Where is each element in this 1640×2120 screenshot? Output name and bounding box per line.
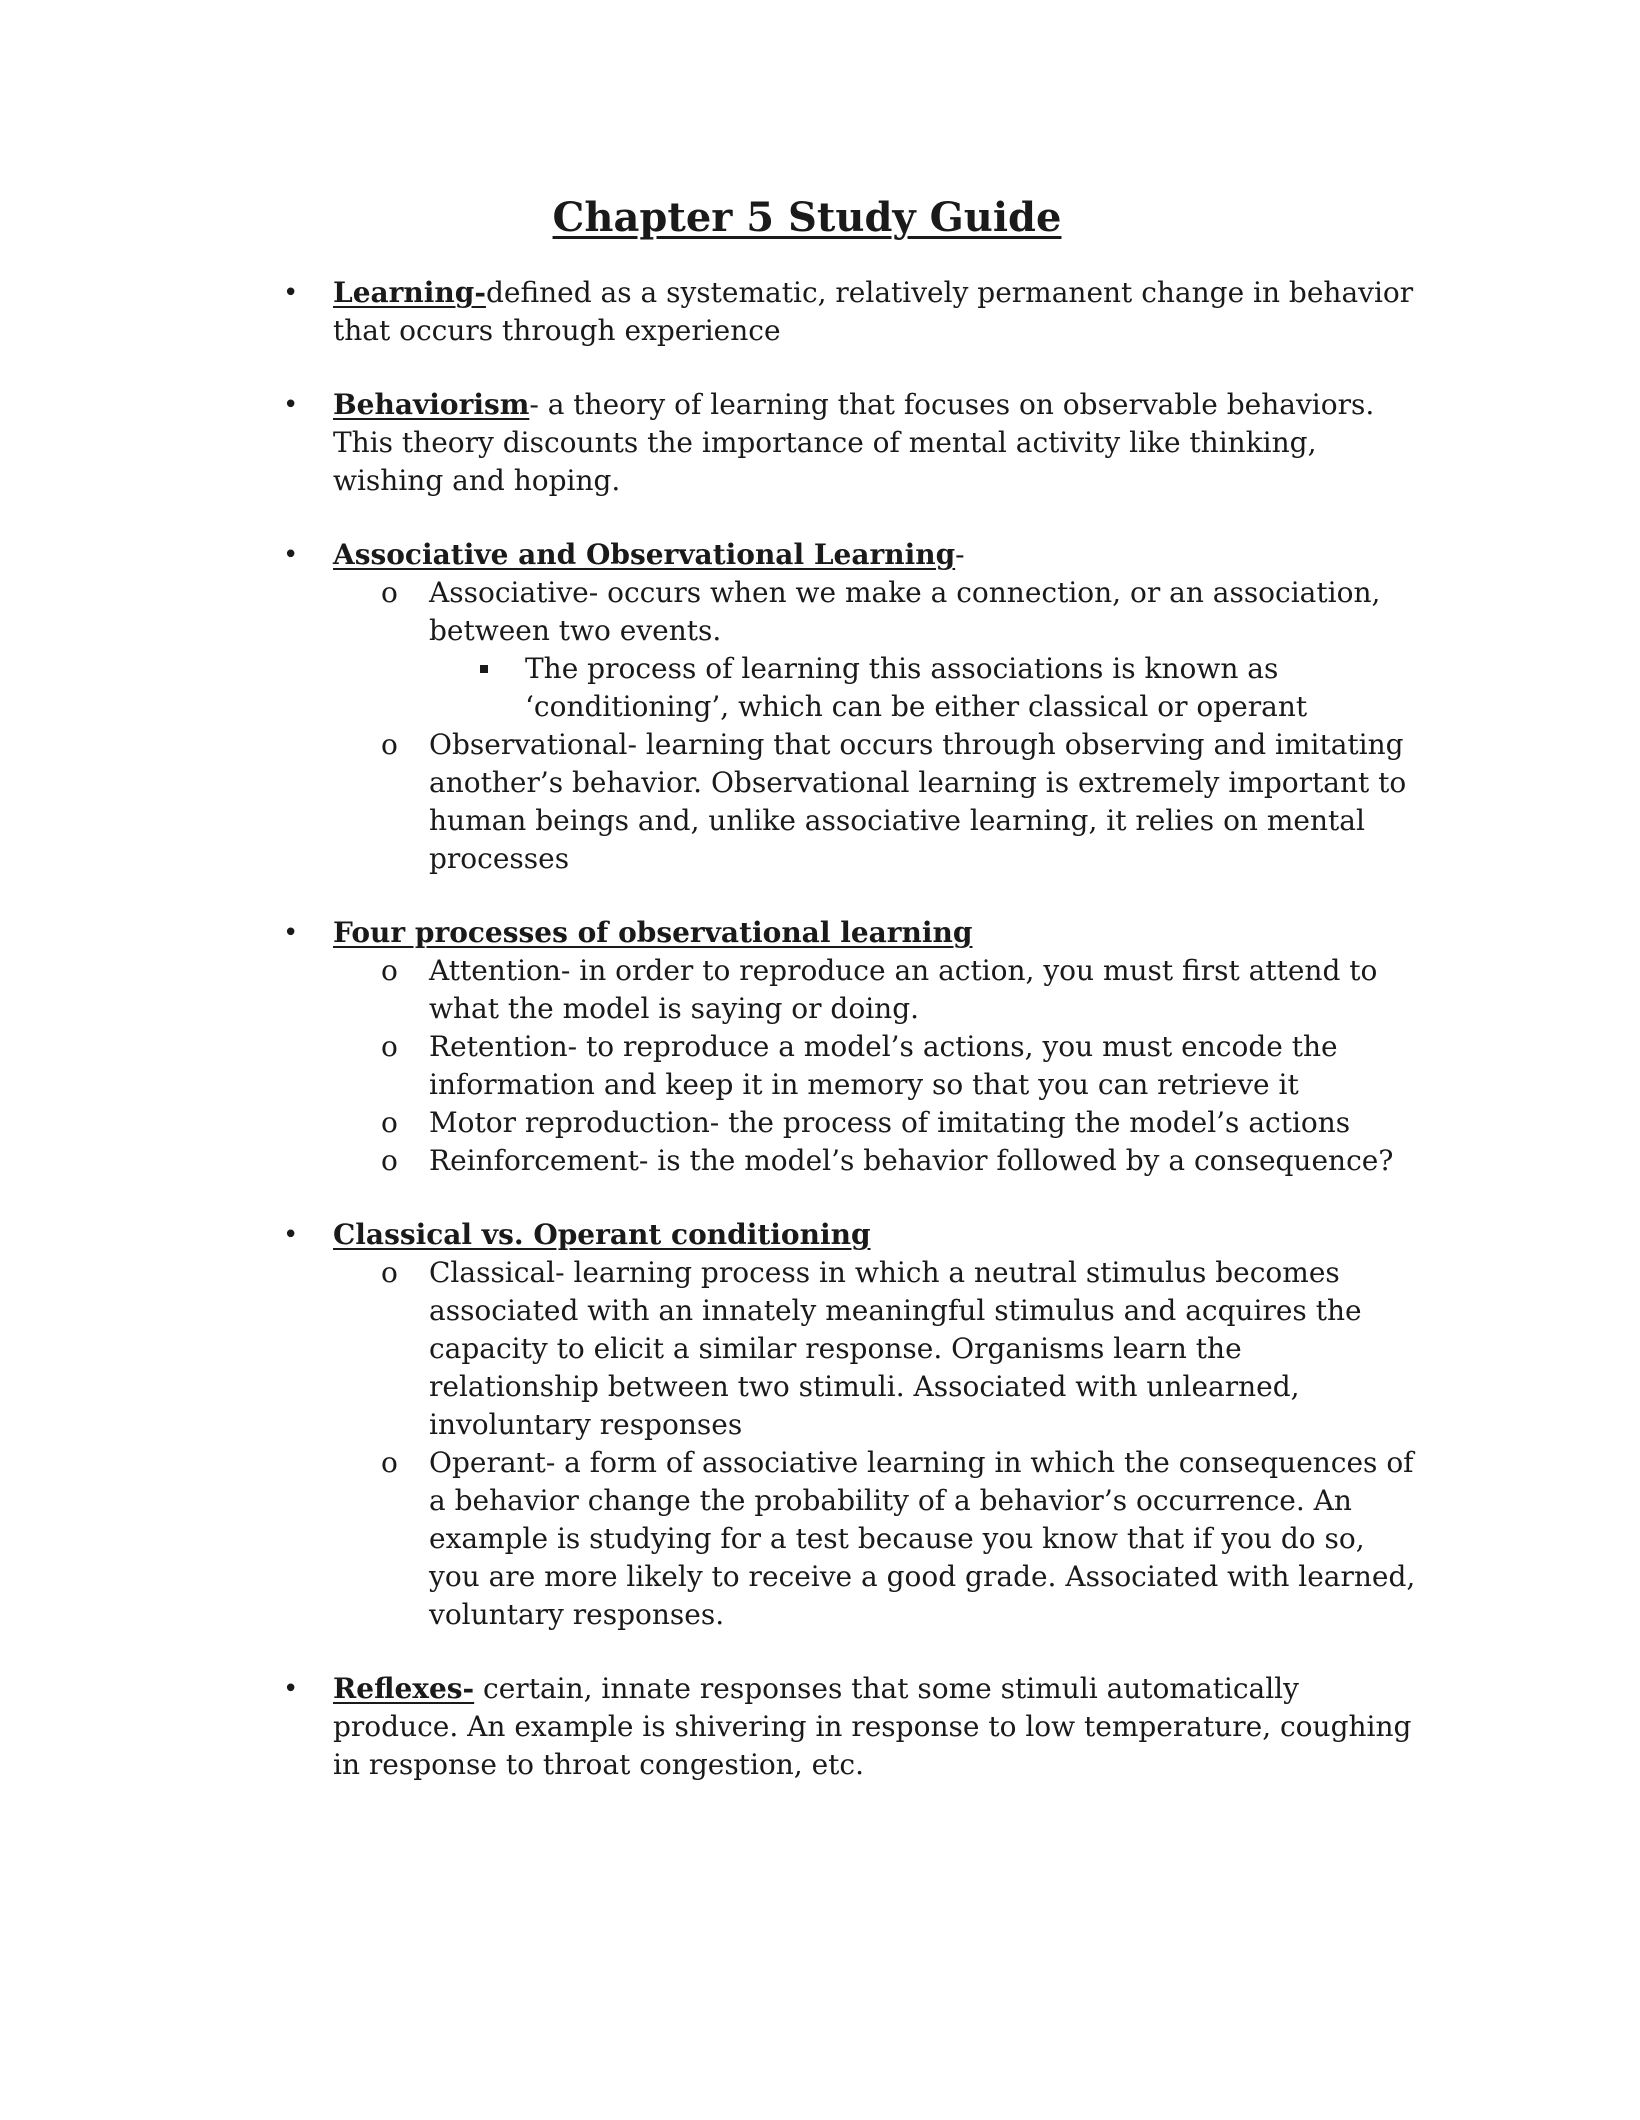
term-learning: Learning- [333,276,486,309]
sub-sub-item-conditioning [525,650,1418,726]
list-item-learning [283,274,1418,350]
sub-item-text: Operant- a form of associative learning in which the consequences of a behavior change the probability of a behavior’s occurrence. An example is studying for a test because you know that if you do so, you are more likely to receive a good grade. Associated with learned, voluntary responses. [429,1446,1416,1631]
list-item-behaviorism [283,386,1418,500]
circle-bullet-icon: o [381,954,398,987]
sub-item-text: Motor reproduction- the process of imitating the model’s actions [429,1106,1351,1139]
bullet-icon: • [283,1674,299,1704]
bullet-icon: • [283,1220,299,1250]
sub-item-text: Classical- learning process in which a neutral stimulus becomes associated with an innately meaningful stimulus and acquires the capacity to elicit a similar response. Organisms learn the relationship between two stimuli. Associated with unlearned, involuntary responses [429,1256,1362,1441]
circle-bullet-icon: o [381,576,398,609]
circle-bullet-icon: o [381,1256,398,1289]
sub-item-text: Attention- in order to reproduce an action, you must first attend to what the model is saying or doing. [429,954,1378,1025]
sub-sub-list [429,650,1418,726]
sub-item-motor-reproduction [381,1104,1418,1142]
sub-item-operant [381,1444,1418,1634]
sub-item-attention [381,952,1418,1028]
definition-associative-observational: - [955,538,965,571]
sub-list [333,952,1418,1180]
list-item-classical-operant [283,1216,1418,1634]
term-behaviorism: Behaviorism [333,388,530,421]
sub-list [333,574,1418,878]
term-list [283,274,1418,1784]
circle-bullet-icon: o [381,1030,398,1063]
circle-bullet-icon: o [381,1446,398,1479]
list-item-reflexes [283,1670,1418,1784]
sub-item-text: Retention- to reproduce a model’s actions, you must encode the information and keep it in memory so that you can retrieve it [429,1030,1338,1101]
sub-item-associative [381,574,1418,726]
sub-item-reinforcement [381,1142,1418,1180]
list-item-four-processes [283,914,1418,1180]
square-bullet-icon [480,665,488,673]
sub-list [333,1254,1418,1634]
list-item-associative-observational [283,536,1418,878]
study-guide-content [283,274,1418,1784]
bullet-icon: • [283,278,299,308]
circle-bullet-icon: o [381,1144,398,1177]
bullet-icon: • [283,390,299,420]
term-associative-observational: Associative and Observational Learning [333,538,956,571]
bullet-icon: • [283,918,299,948]
sub-sub-item-text: The process of learning this associations is known as ‘conditioning’, which can be either classical or operant [525,652,1308,723]
sub-item-observational [381,726,1418,878]
term-reflexes: Reflexes- [333,1672,475,1705]
term-classical-operant: Classical vs. Operant conditioning [333,1218,871,1251]
sub-item-retention [381,1028,1418,1104]
sub-item-text: Observational- learning that occurs through observing and imitating another’s behavior. Observational learning is extremely important to human beings and, unlike associative learning, it relies on mental processes [429,728,1407,875]
sub-item-classical [381,1254,1418,1444]
page-title: Chapter 5 Study Guide [552,194,1062,241]
definition-behaviorism: - a theory of learning that focuses on observable behaviors. This theory discounts the importance of mental activity like thinking, wishing and hoping. [333,388,1375,497]
bullet-icon: • [283,540,299,570]
definition-learning: defined as a systematic, relatively permanent change in behavior that occurs through experience [333,276,1414,347]
circle-bullet-icon: o [381,728,398,761]
definition-reflexes: certain, innate responses that some stimuli automatically produce. An example is shivering in response to low temperature, coughing in response to throat congestion, etc. [333,1672,1412,1781]
circle-bullet-icon: o [381,1106,398,1139]
term-four-processes: Four processes of observational learning [333,916,973,949]
sub-item-text: Reinforcement- is the model’s behavior followed by a consequence? [429,1144,1394,1177]
sub-item-text: Associative- occurs when we make a connection, or an association, between two events. [429,576,1381,647]
